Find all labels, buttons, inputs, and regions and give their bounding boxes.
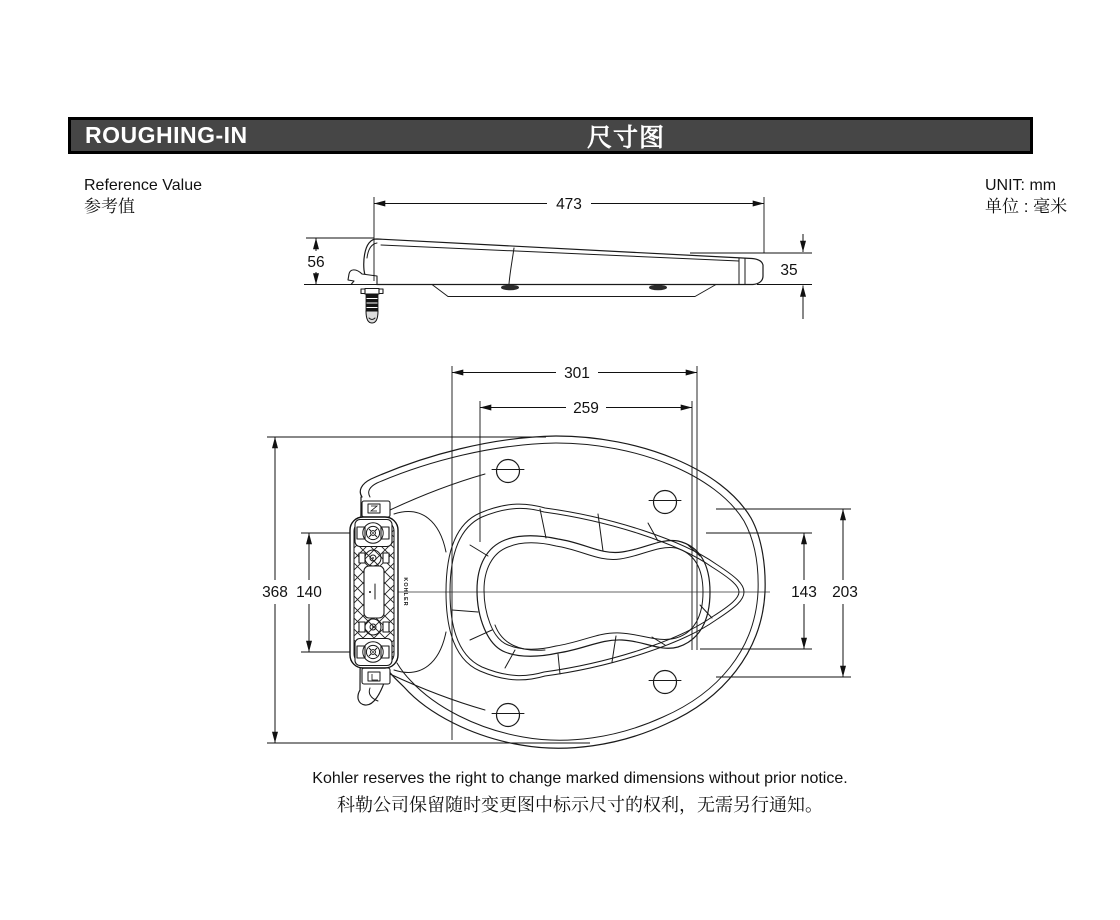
side-view-drawing	[304, 196, 812, 323]
dim-inner-span: 259	[573, 400, 599, 417]
hinge-bracket-top	[362, 501, 390, 517]
reference-value-zh: 参考值	[84, 197, 135, 216]
page-title-en: ROUGHING-IN	[85, 122, 248, 148]
dim-hinge-bolt-spacing: 140	[296, 584, 322, 601]
mounting-holes	[492, 460, 681, 727]
dim-ring-depth: 203	[832, 584, 858, 601]
hinge-slot	[364, 566, 384, 618]
dim-overall-depth: 368	[262, 584, 288, 601]
dim-seat-length: 473	[556, 196, 582, 213]
unit-en: UNIT: mm	[985, 177, 1057, 194]
seat-bumper	[501, 285, 519, 291]
unit-zh: 单位 : 毫米	[985, 197, 1068, 216]
reference-value-en: Reference Value	[84, 177, 202, 194]
hinge-assembly	[350, 501, 398, 684]
dim-back-height: 56	[307, 254, 325, 271]
dim-front-height: 35	[780, 262, 798, 279]
footer-notice	[40, 770, 1120, 817]
footer-notice-zh: 科勒公司保留随时变更图中标示尺寸的权利，无需另行通知。	[337, 795, 823, 815]
footer-notice-en: Kohler reserves the right to change marked dimensions without prior notice.	[312, 770, 848, 787]
seat-bumper	[649, 285, 667, 291]
dim-bolt-hole-span: 301	[564, 365, 590, 382]
hinge-bracket-bottom	[362, 668, 390, 684]
dim-opening-depth: 143	[791, 584, 817, 601]
page-title-zh: 尺寸图	[586, 123, 666, 152]
top-view-drawing	[262, 365, 858, 748]
hinge-bolt-side	[361, 289, 383, 324]
facet-lines	[452, 509, 712, 674]
brand-label: KOHLER	[402, 577, 408, 607]
hinge-foot	[348, 270, 377, 285]
